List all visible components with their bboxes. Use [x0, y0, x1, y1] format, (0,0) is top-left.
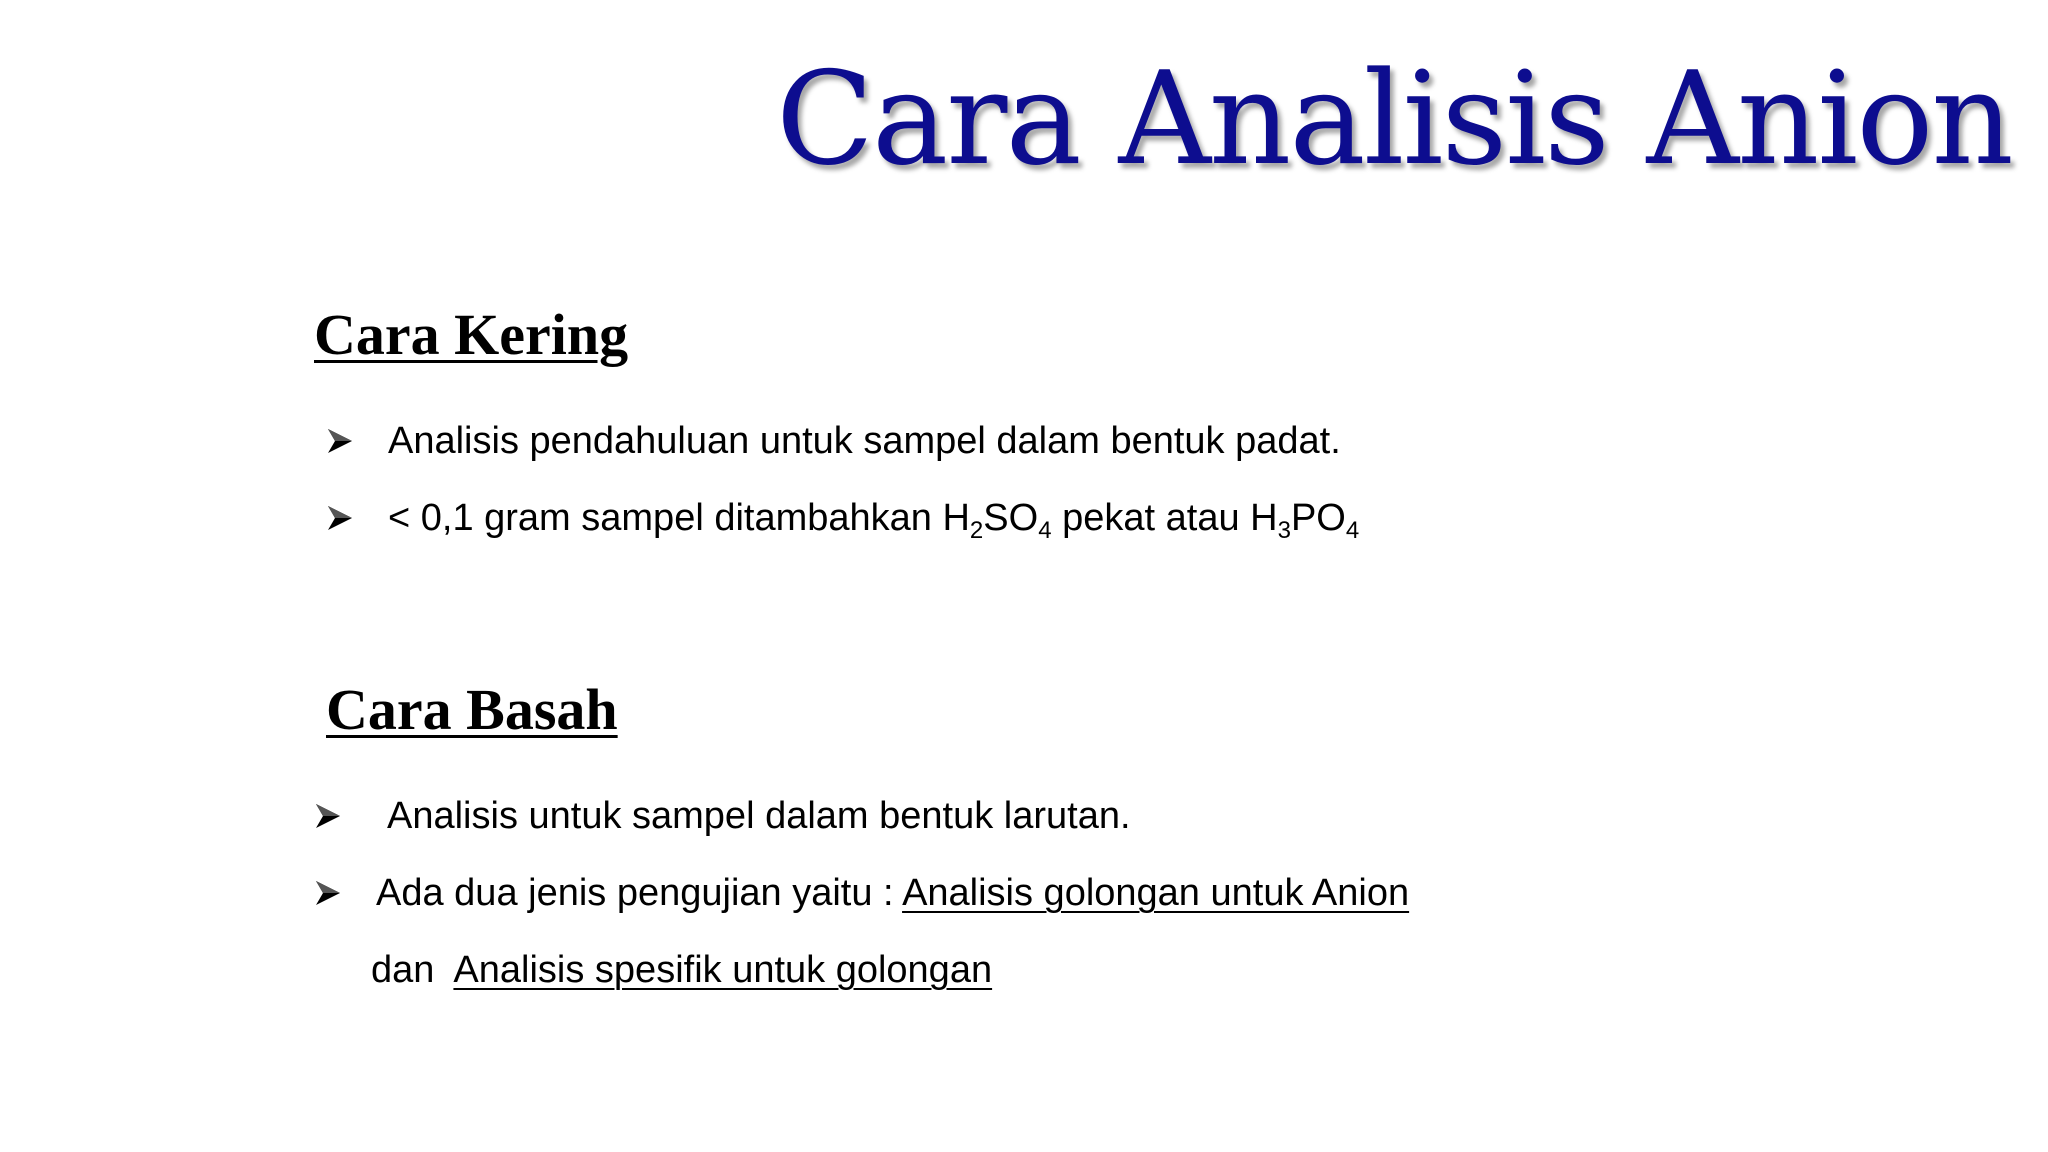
underlined-term-analisis-spesifik: Analisis spesifik untuk golongan — [453, 949, 993, 991]
list-item-basah-1 — [314, 786, 1514, 846]
list-item-text: Analisis untuk sampel dalam bentuk larutan. — [387, 795, 1131, 837]
arrowhead-bullet-icon — [314, 879, 342, 907]
formula-text: pekat atau H — [1051, 497, 1278, 539]
section-heading-cara-basah: Cara Basah — [326, 677, 618, 742]
formula-text: < 0,1 gram sampel ditambahkan H — [388, 497, 970, 539]
list-item-text — [376, 863, 1409, 923]
formula-subscript: 4 — [1345, 517, 1360, 544]
formula-text: PO — [1290, 497, 1346, 539]
list-item-prefix: Ada dua jenis pengujian yaitu : — [376, 872, 903, 914]
list-item-kering-2 — [326, 488, 1426, 548]
formula-subscript: 2 — [969, 517, 984, 544]
arrowhead-bullet-icon — [314, 802, 342, 830]
list-item-kering-1 — [326, 411, 1426, 471]
section-heading-cara-kering: Cara Kering — [314, 302, 629, 367]
list-item-text — [388, 488, 1359, 548]
underlined-term-analisis-golongan: Analisis golongan untuk Anion — [902, 872, 1410, 914]
formula-subscript: 4 — [1038, 517, 1052, 544]
formula-text: SO — [983, 497, 1039, 539]
list-item-prefix: dan — [371, 949, 454, 991]
formula-subscript: 3 — [1277, 517, 1291, 544]
list-item-text — [371, 940, 992, 1000]
list-item-basah-2 — [314, 863, 1514, 923]
slide-title: Cara Analisis Anion — [776, 45, 2012, 194]
list-item-text: Analisis pendahuluan untuk sampel dalam bentuk padat. — [388, 420, 1341, 462]
arrowhead-bullet-icon — [326, 504, 354, 532]
list-item-continuation — [371, 940, 1471, 1000]
arrowhead-bullet-icon — [326, 427, 354, 455]
